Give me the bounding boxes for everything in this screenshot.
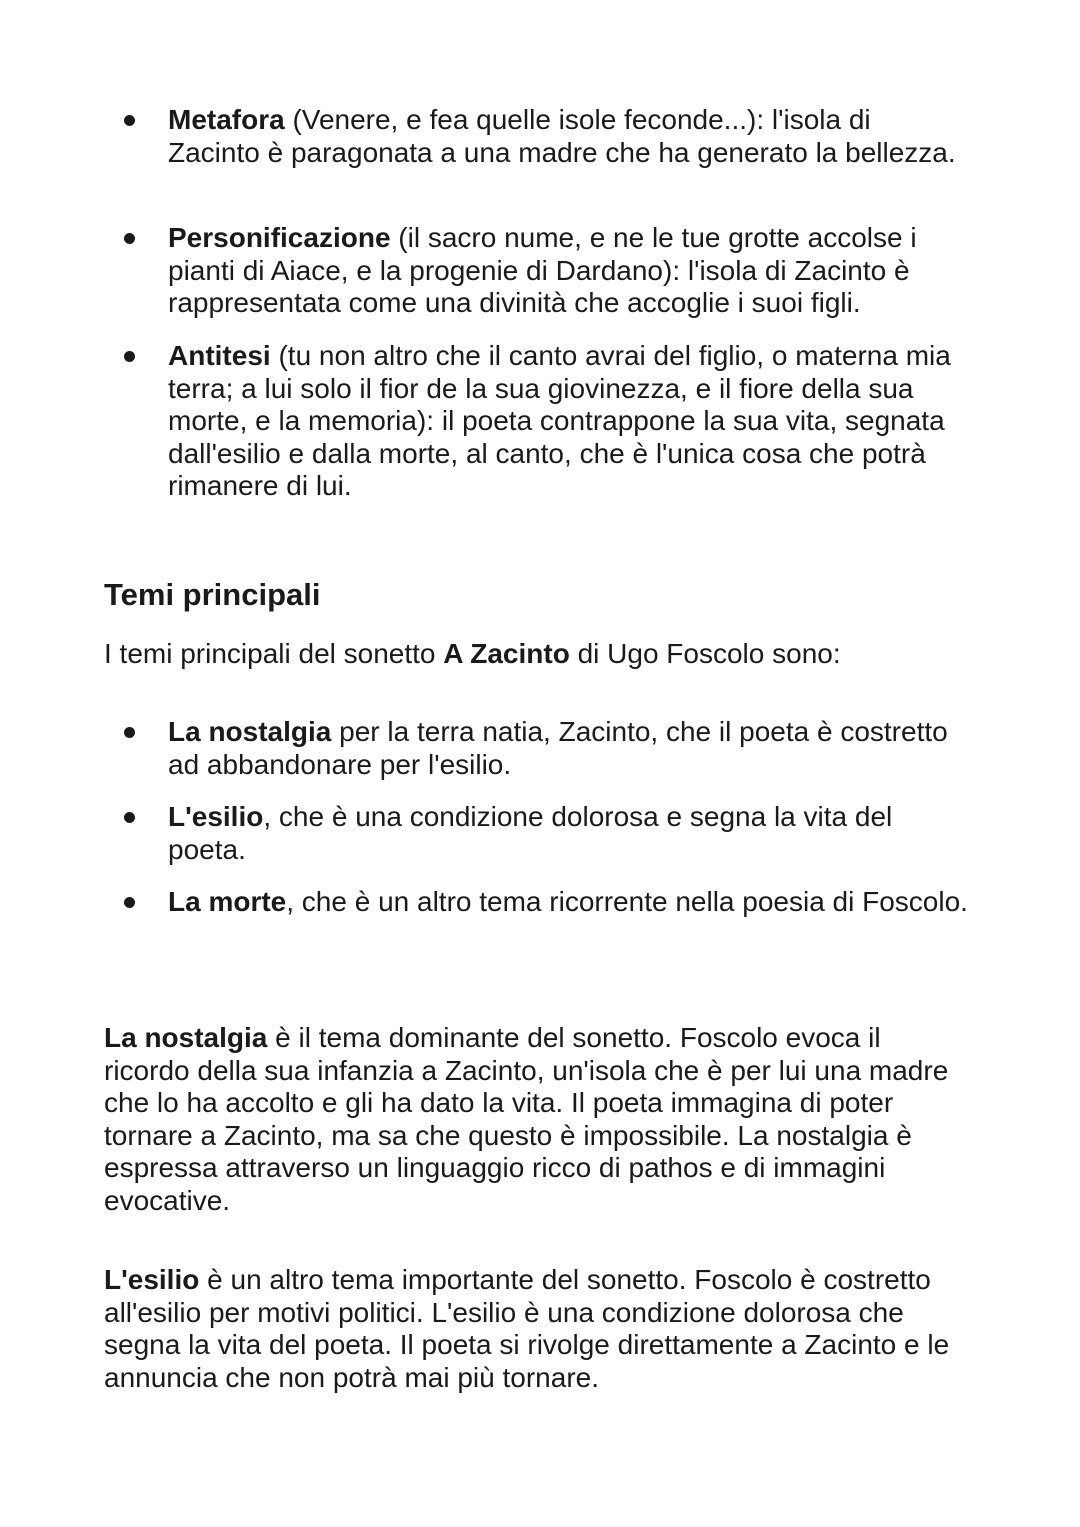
list-item-antitesi [104, 340, 984, 503]
bullet-icon [124, 897, 135, 908]
list-item-text [168, 801, 968, 866]
term-description: (Venere, e fea quelle isole feconde...): l'isola di Zacinto è paragonata a una madre che ha generato la bellezza. [168, 104, 956, 168]
term-label: La nostalgia [168, 716, 332, 747]
list-item-personificazione [104, 222, 984, 320]
section-heading: Temi principali [104, 577, 321, 612]
term-label: Personificazione [168, 222, 391, 253]
list-item-text [168, 340, 968, 503]
paragraph-text: è il tema dominante del sonetto. Foscolo evoca il ricordo della sua infanzia a Zacinto, un'isola che è per lui una madre che lo ha accolto e gli ha dato la vita. Il poeta immagina di poter tornare a Zacinto, ma sa che questo è impossibile. La nostalgia è espressa attraverso un linguaggio ricco di pathos e di immagini evocative. [104, 1022, 949, 1216]
term-label: Metafora [168, 104, 285, 135]
bullet-icon [124, 351, 135, 362]
list-item-text [168, 886, 968, 919]
paragraph-esilio [104, 1264, 984, 1394]
bullet-icon [124, 233, 135, 244]
term-description: per la terra natia, Zacinto, che il poeta è costretto ad abbandonare per l'esilio. [168, 716, 948, 780]
list-item-morte [104, 886, 984, 919]
list-item-text [168, 222, 968, 320]
intro-text: I temi principali del sonetto [104, 638, 444, 669]
bullet-icon [124, 727, 135, 738]
term-description: , che è un altro tema ricorrente nella poesia di Foscolo. [286, 886, 968, 917]
paragraph-nostalgia [104, 1022, 954, 1217]
intro-text-end: di Ugo Foscolo sono: [569, 638, 841, 669]
list-item-text [168, 716, 968, 781]
term-description: , che è una condizione dolorosa e segna la vita del poeta. [168, 801, 893, 865]
term-label: L'esilio [104, 1264, 200, 1295]
term-label: L'esilio [168, 801, 264, 832]
bullet-icon [124, 812, 135, 823]
list-item-metafora [104, 104, 984, 169]
themes-intro [104, 638, 984, 671]
term-description: (tu non altro che il canto avrai del figlio, o materna mia terra; a lui solo il fior de la sua giovinezza, e il fiore della sua morte, e la memoria): il poeta contrappone la sua vita, segnata dall'esilio e dalla morte, al canto, che è l'unica cosa che potrà rimanere di lui. [168, 340, 951, 501]
term-label: La nostalgia [104, 1022, 268, 1053]
bullet-icon [124, 115, 135, 126]
list-item-text [168, 104, 968, 169]
list-item-esilio [104, 801, 984, 866]
term-label: La morte [168, 886, 287, 917]
paragraph-text: è un altro tema importante del sonetto. Foscolo è costretto all'esilio per motivi politici. L'esilio è una condizione dolorosa che segna la vita del poeta. Il poeta si rivolge direttamente a Zacinto e le annuncia che non potrà mai più tornare. [104, 1264, 950, 1393]
term-label: Antitesi [168, 340, 271, 371]
list-item-nostalgia [104, 716, 984, 781]
term-description: (il sacro nume, e ne le tue grotte accolse i pianti di Aiace, e la progenie di Dardano): l'isola di Zacinto è rappresentata come una divinità che accoglie i suoi figli. [168, 222, 917, 318]
sonnet-title: A Zacinto [443, 638, 570, 669]
